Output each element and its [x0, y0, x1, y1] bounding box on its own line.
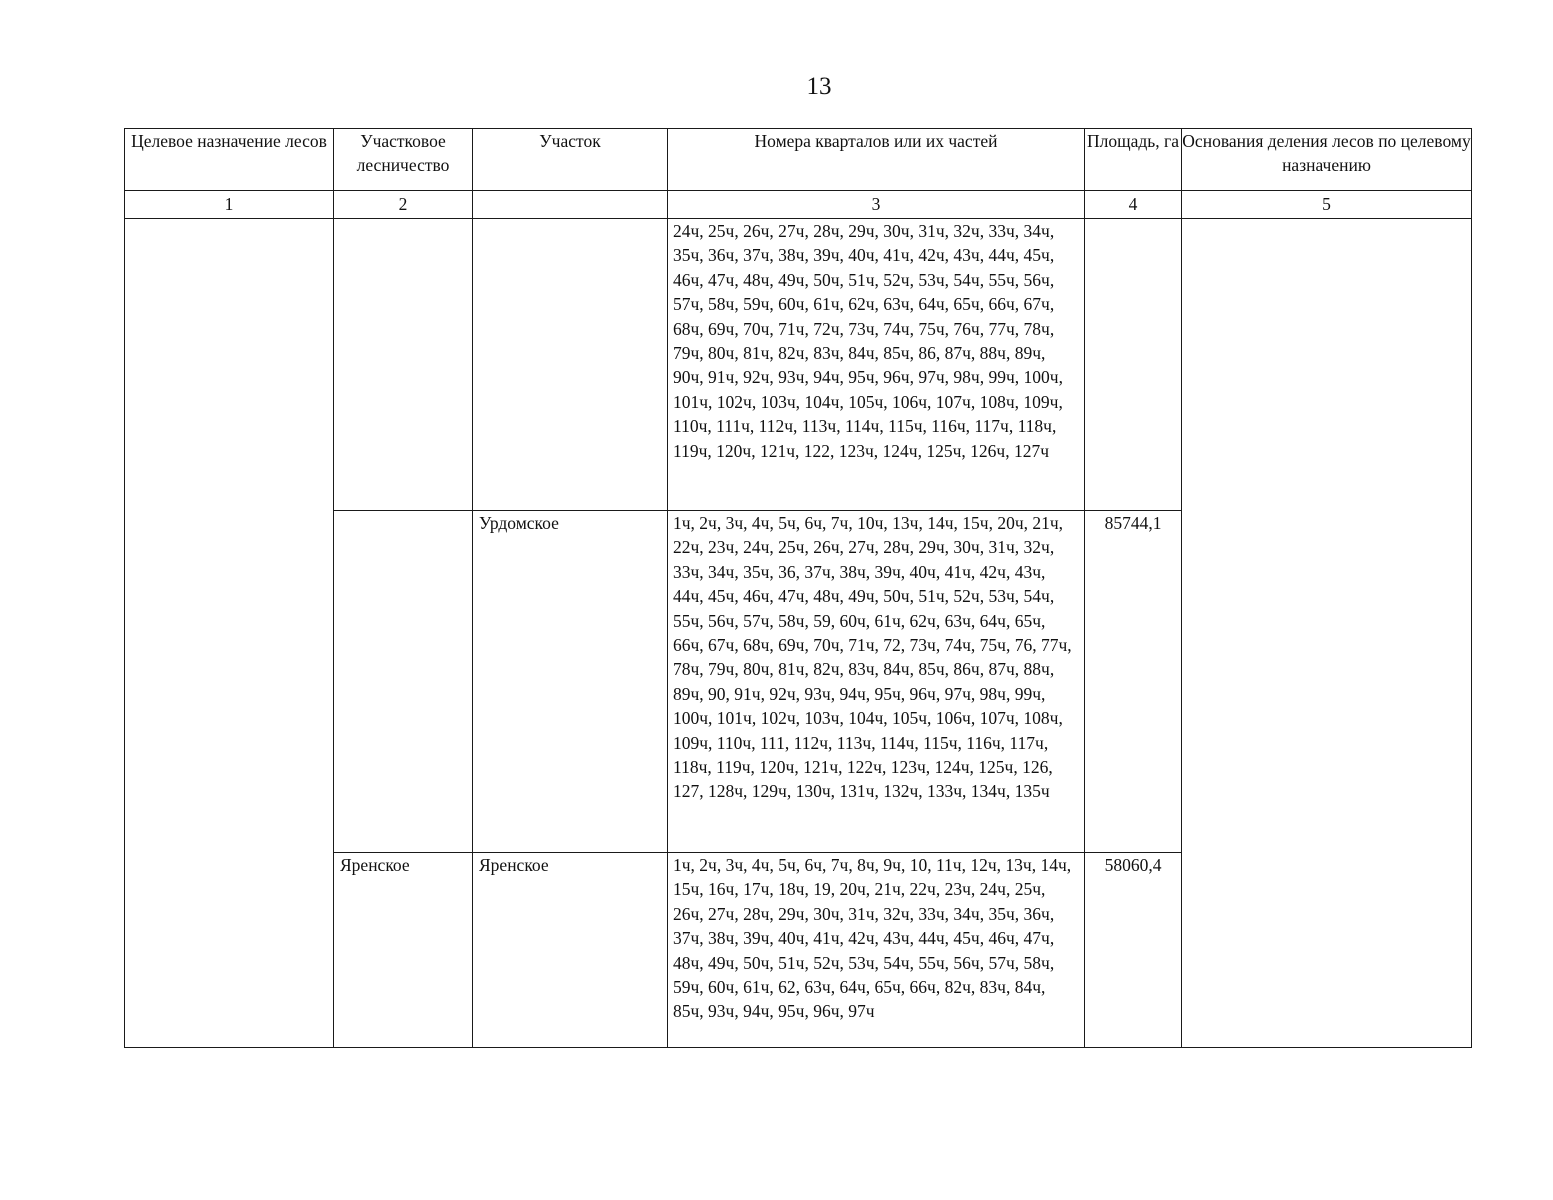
table-row: [125, 219, 1472, 511]
quarters-cell: 1ч, 2ч, 3ч, 4ч, 5ч, 6ч, 7ч, 10ч, 13ч, 14ч, 15ч, 20ч, 21ч, 22ч, 23ч, 24ч, 25ч, 26ч, 27ч, 28ч, 29ч, 30ч, 31ч, 32ч, 33ч, 34ч, 35ч, 36, 37ч, 38ч, 39ч, 40ч, 41ч, 42ч, 43ч, 44ч, 45ч, 46ч, 47ч, 48ч, 49ч, 50ч, 51ч, 52ч, 53ч, 54ч, 55ч, 56ч, 57ч, 58ч, 59, 60ч, 61ч, 62ч, 63ч, 64ч, 65ч, 66ч, 67ч, 68ч, 69ч, 70ч, 71ч, 72, 73ч, 74ч, 75ч, 76, 77ч, 78ч, 79ч, 80ч, 81ч, 82ч, 83ч, 84ч, 85ч, 86ч, 87ч, 88ч, 89ч, 90, 91ч, 92ч, 93ч, 94ч, 95ч, 96ч, 97ч, 98ч, 99ч, 100ч, 101ч, 102ч, 103ч, 104ч, 105ч, 106ч, 107ч, 108ч, 109ч, 110ч, 111, 112ч, 113ч, 114ч, 115ч, 116ч, 117ч, 118ч, 119ч, 120ч, 121ч, 122ч, 123ч, 124ч, 125ч, 126, 127, 128ч, 129ч, 130ч, 131ч, 132ч, 133ч, 134ч, 135ч: [668, 511, 1085, 853]
header-quarter-numbers: Номера кварталов или их частей: [668, 129, 1085, 191]
column-number-row: [125, 191, 1472, 219]
division-basis-cell: [1182, 219, 1472, 1048]
header-area: Площадь, га: [1085, 129, 1182, 191]
quarters-cell: 1ч, 2ч, 3ч, 4ч, 5ч, 6ч, 7ч, 8ч, 9ч, 10, 11ч, 12ч, 13ч, 14ч, 15ч, 16ч, 17ч, 18ч, 19, 20ч, 21ч, 22ч, 23ч, 24ч, 25ч, 26ч, 27ч, 28ч, 29ч, 30ч, 31ч, 32ч, 33ч, 34ч, 35ч, 36ч, 37ч, 38ч, 39ч, 40ч, 41ч, 42ч, 43ч, 44ч, 45ч, 46ч, 47ч, 48ч, 49ч, 50ч, 51ч, 52ч, 53ч, 54ч, 55ч, 56ч, 57ч, 58ч, 59ч, 60ч, 61ч, 62, 63ч, 64ч, 65ч, 66ч, 82ч, 83ч, 84ч, 85ч, 93ч, 94ч, 95ч, 96ч, 97ч: [668, 853, 1085, 1048]
district-forestry-cell: [334, 511, 473, 853]
area-cell: [1085, 219, 1182, 511]
column-number: [473, 191, 668, 219]
header-district-forestry: Участковое лесничество: [334, 129, 473, 191]
table-header-row: [125, 129, 1472, 191]
district-forestry-cell: [334, 219, 473, 511]
forest-purpose-cell: [125, 219, 334, 1048]
plot-cell: Яренское: [473, 853, 668, 1048]
page-number: 13: [806, 73, 832, 100]
district-forestry-cell: Яренское: [334, 853, 473, 1048]
header-plot: Участок: [473, 129, 668, 191]
column-number: 3: [668, 191, 1085, 219]
header-forest-purpose: Целевое назначение лесов: [125, 129, 334, 191]
column-number: 1: [125, 191, 334, 219]
plot-cell: [473, 219, 668, 511]
column-number: 5: [1182, 191, 1472, 219]
column-number: 2: [334, 191, 473, 219]
quarters-cell: 24ч, 25ч, 26ч, 27ч, 28ч, 29ч, 30ч, 31ч, 32ч, 33ч, 34ч, 35ч, 36ч, 37ч, 38ч, 39ч, 40ч, 41ч, 42ч, 43ч, 44ч, 45ч, 46ч, 47ч, 48ч, 49ч, 50ч, 51ч, 52ч, 53ч, 54ч, 55ч, 56ч, 57ч, 58ч, 59ч, 60ч, 61ч, 62ч, 63ч, 64ч, 65ч, 66ч, 67ч, 68ч, 69ч, 70ч, 71ч, 72ч, 73ч, 74ч, 75ч, 76ч, 77ч, 78ч, 79ч, 80ч, 81ч, 82ч, 83ч, 84ч, 85ч, 86, 87ч, 88ч, 89ч, 90ч, 91ч, 92ч, 93ч, 94ч, 95ч, 96ч, 97ч, 98ч, 99ч, 100ч, 101ч, 102ч, 103ч, 104ч, 105ч, 106ч, 107ч, 108ч, 109ч, 110ч, 111ч, 112ч, 113ч, 114ч, 115ч, 116ч, 117ч, 118ч, 119ч, 120ч, 121ч, 122, 123ч, 124ч, 125ч, 126ч, 127ч: [668, 219, 1085, 511]
area-cell: 58060,4: [1085, 853, 1182, 1048]
forest-purpose-table: [124, 128, 1472, 1048]
header-division-basis: Основания деления лесов по целевому назначению: [1182, 129, 1472, 191]
plot-cell: Урдомское: [473, 511, 668, 853]
area-cell: 85744,1: [1085, 511, 1182, 853]
column-number: 4: [1085, 191, 1182, 219]
